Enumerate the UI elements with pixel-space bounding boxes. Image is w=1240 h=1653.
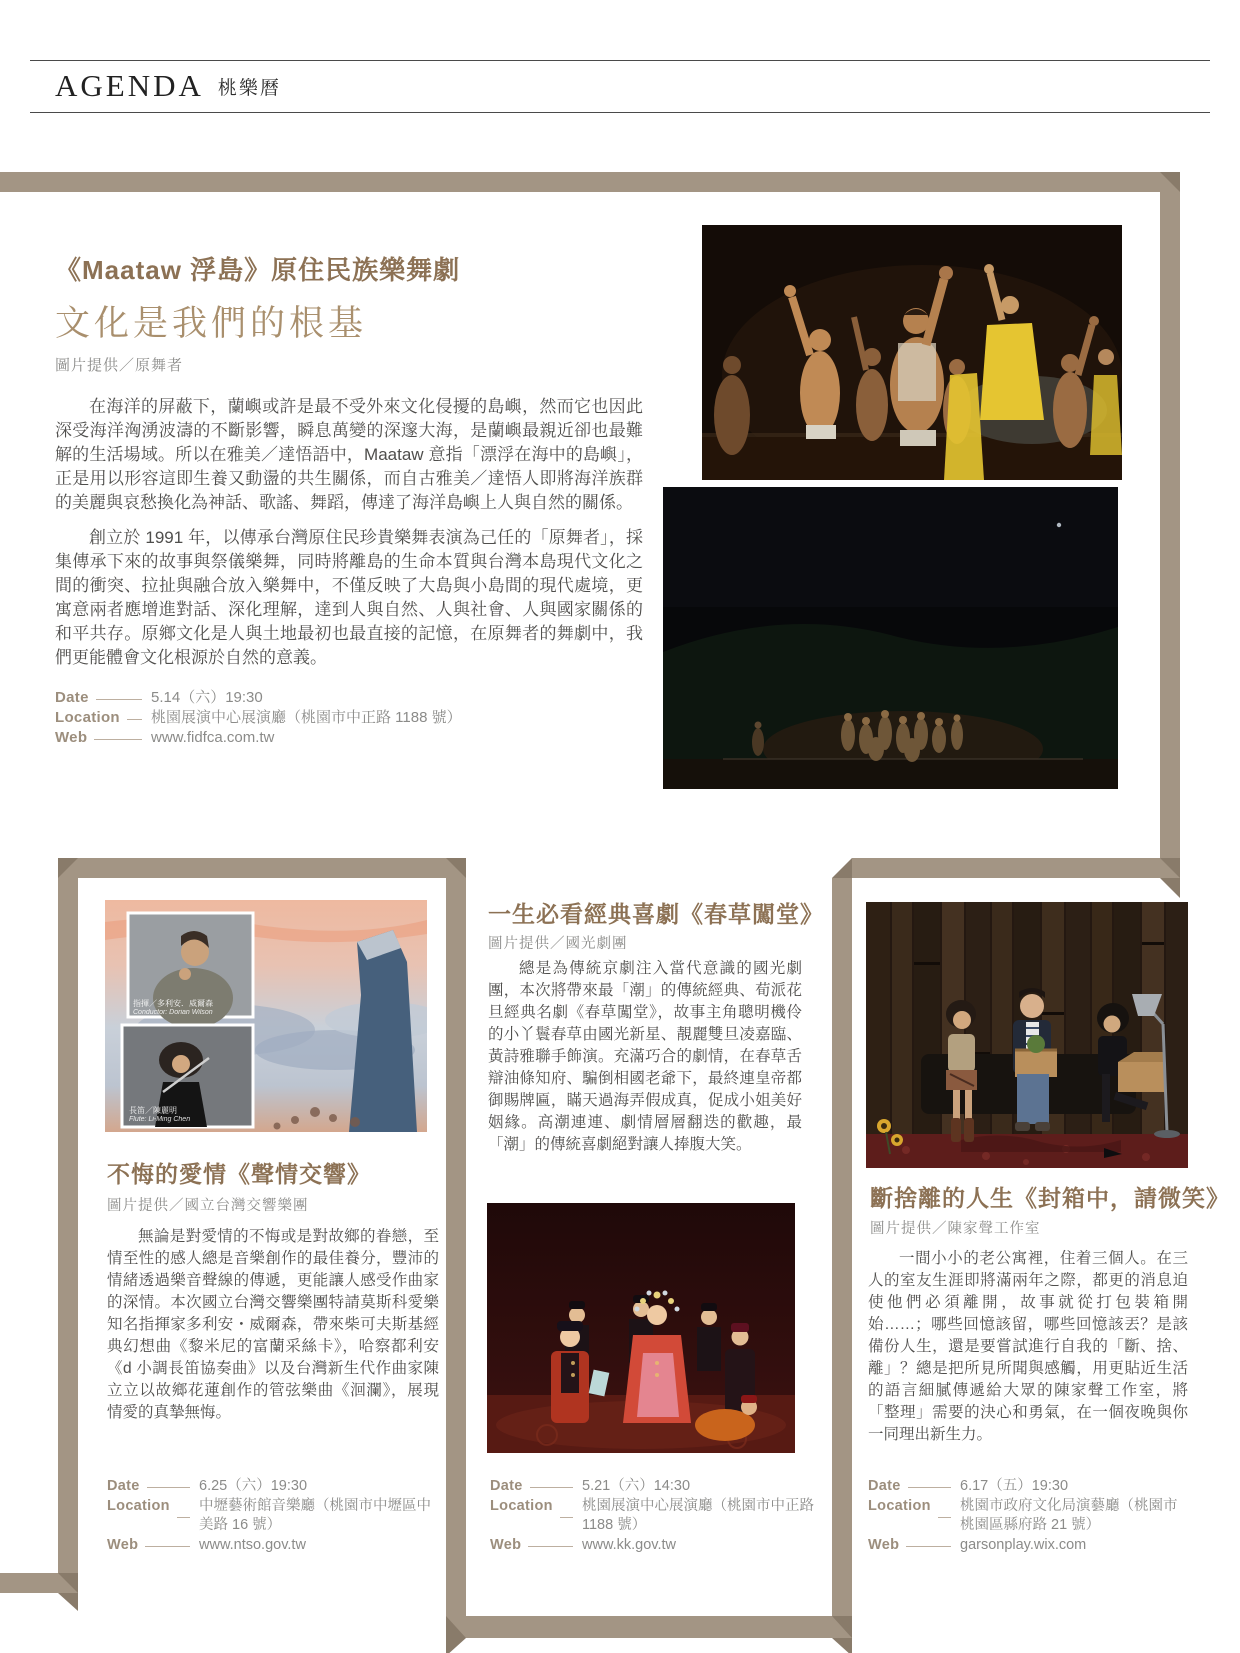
date-label: Date: [107, 1478, 140, 1494]
maataw-stage-photo-2: [663, 487, 1118, 789]
event-title-guoguang: 一生必看經典喜劇《春草闖堂》: [488, 901, 824, 927]
leader-line: [127, 719, 142, 720]
location-label: Location: [107, 1497, 170, 1514]
web-label: Web: [868, 1536, 900, 1553]
leader-line: [906, 1546, 951, 1547]
web-row: [55, 728, 643, 748]
main-article-info: [55, 688, 643, 748]
event-title-fengxiang: 斷捨離的人生《封箱中，請微笑》: [870, 1185, 1230, 1211]
web-row: [107, 1536, 441, 1556]
main-article: [55, 250, 643, 748]
date-row: [868, 1477, 1190, 1497]
ntso-collage-photo: [105, 900, 427, 1132]
paragraph: 在海洋的屏蔽下，蘭嶼或許是最不受外來文化侵擾的島嶼，然而它也因此深受海洋洶湧波濤的不斷影響，瞬息萬變的深邃大海，是蘭嶼最親近卻也最難解的生活場域。所以在雅美／達悟語中，Maataw 意指「漂浮在海中的島嶼」，正是用以形容這即生養又動盪的共生關係，而自古雅美／達悟人即將海洋族群的美麗與哀愁換化為神話、歌謠、舞蹈，傳達了海洋島嶼上人與自然的關係。: [55, 397, 643, 512]
collage-caption-flutist: 長笛／陳麗明 Flute: Li-Ming Chen: [129, 1106, 191, 1123]
web-row: [868, 1536, 1190, 1556]
web-value: www.fidfca.com.tw: [151, 729, 275, 746]
event-title-ntso: 不悔的愛情《聲情交響》: [107, 1161, 371, 1187]
collage-caption-conductor: 指揮／多利安．威爾森 Conductor: Dorian Wilson: [133, 999, 213, 1016]
date-label: Date: [55, 689, 89, 706]
fengxiang-theatre-photo: [866, 902, 1188, 1168]
leader-line: [145, 1546, 190, 1547]
opera-stage-photo: [487, 1203, 795, 1453]
location-row: [55, 708, 643, 728]
leader-line: [908, 1487, 951, 1488]
paragraph: 創立於 1991 年，以傳承台灣原住民珍貴樂舞表演為己任的「原舞者」，採集傳承下來的故事與祭儀樂舞，同時將離島的生命本質與台灣本島現代文化之間的衝突、拉扯與融合放入樂舞中，不僅反映了大島與小島間的現代處境，更寓意兩者應增進對話、深化理解，達到人與自然、人與社會、人與國家關係的和平共存。原鄉文化是人與土地最初也最直接的記憶，在原舞者的舞劇中，我們更能體會文化根源於自然的意義。: [55, 528, 643, 667]
leader-line: [177, 1517, 190, 1518]
web-label: Web: [55, 729, 88, 746]
event-info-fengxiang: [868, 1477, 1190, 1555]
location-row: [107, 1497, 441, 1536]
location-label: Location: [490, 1497, 553, 1514]
date-label: Date: [868, 1478, 901, 1494]
location-value: 桃園展演中心展演廳（桃園市中正路 1188 號）: [582, 1497, 814, 1533]
masthead-rule-bottom: [30, 112, 1210, 113]
event-credit-fengxiang: 圖片提供／陳家聲工作室: [870, 1221, 1041, 1237]
leader-line: [147, 1487, 190, 1488]
leader-line: [94, 739, 142, 740]
leader-line: [530, 1487, 573, 1488]
leader-line: [560, 1517, 573, 1518]
location-value: 桃園展演中心展演廳（桃園市中正路 1188 號）: [151, 709, 462, 726]
web-label: Web: [107, 1536, 139, 1553]
event-info-guoguang: [490, 1477, 835, 1555]
date-value: 5.14（六）19:30: [151, 689, 263, 706]
main-article-series-title: 《Maataw 浮島》原住民族樂舞劇: [55, 255, 461, 285]
event-credit-guoguang: 圖片提供／國光劇團: [488, 936, 628, 952]
location-row: [868, 1497, 1190, 1536]
location-value: 中壢藝術館音樂廳（桃園市中壢區中美路 16 號）: [199, 1497, 431, 1533]
location-label: Location: [55, 709, 120, 726]
date-value: 6.17（五）19:30: [960, 1478, 1069, 1494]
date-value: 6.25（六）19:30: [199, 1478, 308, 1494]
location-row: [490, 1497, 835, 1536]
event-credit-ntso: 圖片提供／國立台灣交響樂團: [107, 1198, 309, 1214]
date-label: Date: [490, 1478, 523, 1494]
event-body-guoguang: 總是為傳統京劇注入當代意識的國光劇團，本次將帶來最「潮」的傳統經典、荀派花旦經典名劇《春草闖堂》，故事主角聰明機伶的小丫鬟春草由國光新星、靚麗雙旦凌嘉臨、黃詩雅聯手飾演。充滿巧合的劇情，在春草舌辯油條知府、騙倒相國老爺下，最終連皇帝都御賜牌匾，瞞天過海弄假成真，促成小姐美好姻緣。高潮連連、劇情層層翻迭的歡趣，最「潮」的傳統喜劇絕對讓人捧腹大笑。: [488, 960, 802, 1153]
event-body-ntso: 無論是對愛情的不悔或是對故鄉的眷戀，至情至性的感人總是音樂創作的最佳養分，豐沛的情緒透過樂音聲線的傳遞，更能讓人感受作曲家的深情。本次國立台灣交響樂團特請莫斯科愛樂知名指揮家多利安・威爾森，帶來柴可夫斯基經典幻想曲《黎米尼的富蘭采絲卡》，哈察都利安《d 小調長笛協奏曲》以及台灣新生代作曲家陳立立以故鄉花蓮創作的管弦樂曲《洄瀾》，展現情愛的真摯無悔。: [107, 1228, 439, 1421]
date-value: 5.21（六）14:30: [582, 1478, 691, 1494]
magazine-logo: AGENDA: [55, 68, 204, 103]
leader-line: [938, 1517, 951, 1518]
web-value: garsonplay.wix.com: [960, 1536, 1087, 1553]
date-row: [490, 1477, 835, 1497]
web-value: www.ntso.gov.tw: [199, 1536, 306, 1553]
leader-line: [528, 1546, 573, 1547]
maataw-stage-photo-1: [702, 225, 1122, 480]
main-article-title: 文化是我們的根基: [55, 304, 368, 343]
masthead-rule-top: [30, 60, 1210, 61]
event-body-fengxiang: 一間小小的老公寓裡，住着三個人。在三人的室友生涯即將滿兩年之際，都更的消息迫使他們必須離開，故事就從打包裝箱開始……；哪些回憶該留，哪些回憶該丟？是該備份人生，還是要嘗試進行自我的「斷、捨、離」？總是把所見所聞與感觸，用更貼近生活的語言細膩傳遞給大眾的陳家聲工作室，將「整理」需要的決心和勇氣，在一個夜晚與你一同理出新生力。: [868, 1250, 1188, 1443]
masthead: [55, 64, 281, 108]
main-article-credit: 圖片提供／原舞者: [55, 357, 184, 374]
main-article-body: [55, 395, 643, 670]
web-label: Web: [490, 1536, 522, 1553]
date-row: [107, 1477, 441, 1497]
magazine-logo-cjk: 桃樂曆: [217, 77, 281, 99]
location-label: Location: [868, 1497, 931, 1514]
date-row: [55, 688, 643, 708]
web-row: [490, 1536, 835, 1556]
leader-line: [96, 699, 142, 700]
web-value: www.kk.gov.tw: [582, 1536, 677, 1553]
event-info-ntso: [107, 1477, 441, 1555]
location-value: 桃園市政府文化局演藝廳（桃園市桃園區縣府路 21 號）: [960, 1497, 1178, 1533]
